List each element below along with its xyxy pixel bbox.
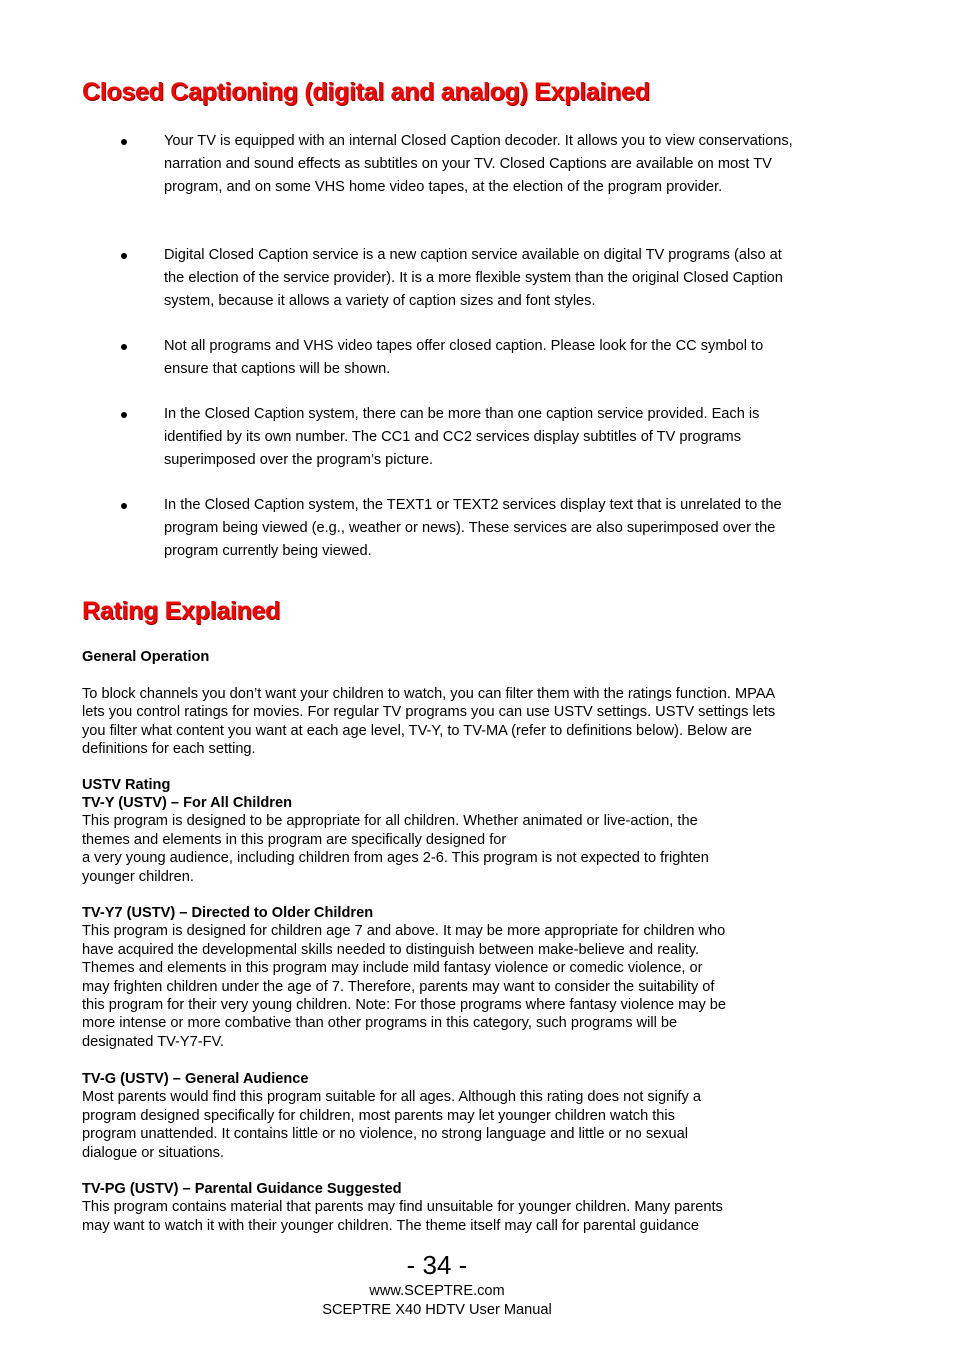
bullet-dot-icon [121, 503, 127, 509]
rating-section-tv-g [82, 1070, 802, 1162]
bullet-dot-icon [121, 344, 127, 350]
rating-line: more intense or more combative than other programs in this category, such programs will be [82, 1015, 678, 1032]
rating-line: Themes and elements in this program may include mild fantasy violence or comedic violence, or [82, 960, 703, 977]
rating-line: may want to watch it with their younger children. The theme itself may call for parental guidance [82, 1217, 700, 1234]
rating-line: This program is designed for children age 7 and above. It may be more appropriate for children who [82, 923, 726, 940]
footer-url: www.SCEPTRE.com [369, 1283, 505, 1299]
rating-line: program unattended. It contains little or no violence, no strong language and little or no sexual [82, 1126, 689, 1143]
bullet-text: In the Closed Caption system, the TEXT1 or TEXT2 services display text that is unrelated to the program being viewed (e.g., weather or news). These services are also superimposed over the program currently being viewed. [164, 497, 782, 559]
general-operation-heading: General Operation [82, 649, 210, 665]
bullet-text: Your TV is equipped with an internal Closed Caption decoder. It allows you to view conservations, narration and sound effects as subtitles on your TV. Closed Captions are available on most TV program, and on some VHS home video tapes, at the election of the program provider. [164, 133, 793, 195]
bullet-dot-icon [121, 253, 127, 259]
closed-captioning-heading: Closed Captioning (digital and analog) Explained [82, 78, 650, 106]
rating-line: younger children. [82, 868, 194, 885]
rating-section-title: TV-PG (USTV) – Parental Guidance Suggested [82, 1181, 402, 1197]
rating-line: Most parents would find this program suitable for all ages. Although this rating does not signify a [82, 1089, 701, 1106]
rating-line: dialogue or situations. [82, 1144, 224, 1161]
rating-line: This program contains material that parents may find unsuitable for younger children. Many parents [82, 1199, 723, 1216]
rating-line: program designed specifically for children, most parents may let younger children watch this [82, 1107, 675, 1124]
rating-line: This program is designed to be appropriate for all children. Whether animated or live-action, the [82, 813, 698, 830]
bullet-dot-icon [121, 139, 127, 145]
rating-line: this program for their very young children. Note: For those programs where fantasy violence may be [82, 997, 727, 1014]
general-operation-text: To block channels you don’t want your children to watch, you can filter them with the ratings function. MPAA lets you control ratings for movies. For regular TV programs you can use USTV settings. USTV settings lets you filter what content you want at each age level, TV-Y, to TV-MA (refer to definitions below). Below are definitions for each setting. [82, 686, 776, 758]
bullet-text: Not all programs and VHS video tapes offer closed caption. Please look for the CC symbol to ensure that captions will be shown. [164, 338, 764, 377]
rating-line: may frighten children under the age of 7. Therefore, parents may want to consider the suitability of [82, 978, 715, 995]
rating-line: designated TV-Y7-FV. [82, 1033, 224, 1050]
bullet-dot-icon [121, 412, 127, 418]
footer-manual-title: SCEPTRE X40 HDTV User Manual [322, 1302, 552, 1318]
page-number: - 34 - [406, 1250, 468, 1280]
rating-section-tv-y [82, 794, 802, 886]
rating-section-title: TV-G (USTV) – General Audience [82, 1071, 309, 1087]
rating-line: have acquired the developmental skills needed to distinguish between make-believe and reality. [82, 941, 700, 958]
rating-section-tv-y7 [82, 904, 802, 1051]
bullet-text: In the Closed Caption system, there can be more than one caption service provided. Each is identified by its own number. The CC1 and CC2 services display subtitles of TV programs superimposed over the program’s picture. [164, 406, 760, 468]
rating-section-title: TV-Y7 (USTV) – Directed to Older Children [82, 905, 374, 921]
ustv-rating-heading: USTV Rating [82, 777, 171, 793]
rating-section-tv-pg [82, 1180, 802, 1235]
rating-heading: Rating Explained [82, 597, 281, 625]
bullet-text: Digital Closed Caption service is a new caption service available on digital TV programs (also at the election of the service provider). It is a more flexible system than the original Closed Caption system, because it allows a variety of caption sizes and font styles. [164, 247, 783, 309]
rating-line: a very young audience, including children from ages 2-6. This program is not expected to frighten [82, 850, 709, 867]
rating-section-title: TV-Y (USTV) – For All Children [82, 795, 293, 811]
rating-line: themes and elements in this program are specifically designed for [82, 831, 507, 848]
